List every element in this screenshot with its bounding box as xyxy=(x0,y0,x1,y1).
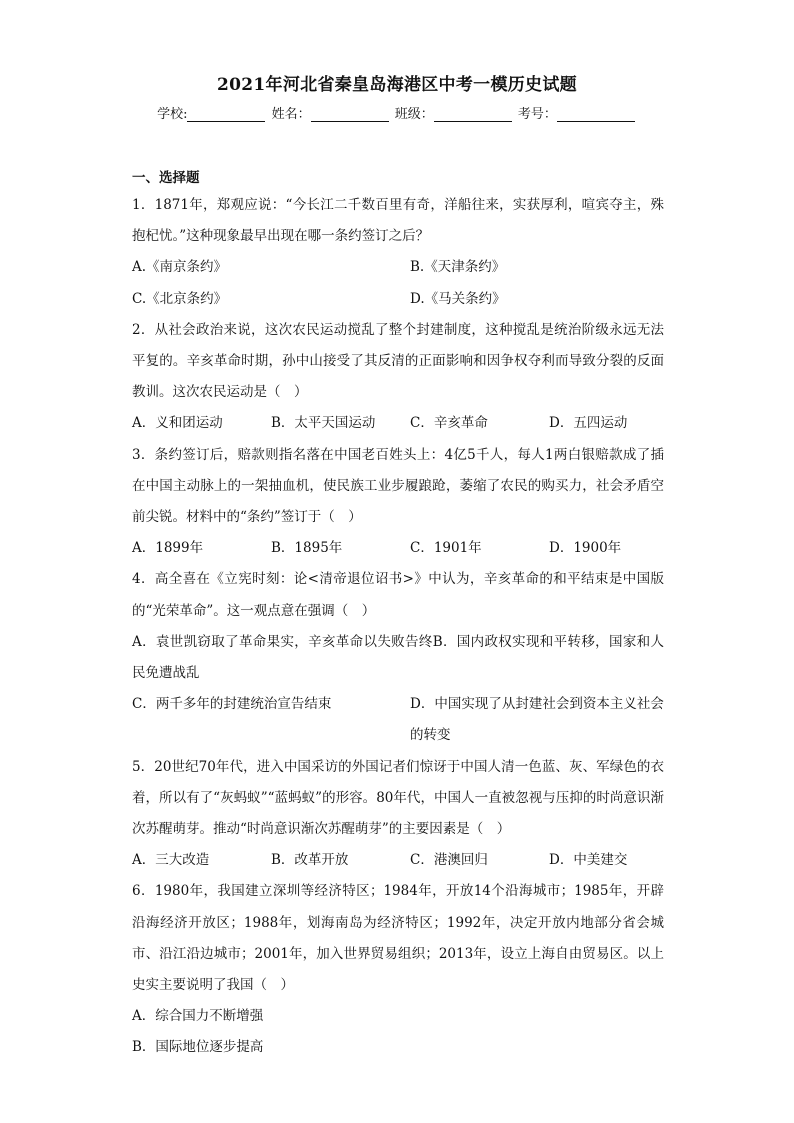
question-6-text: 6．1980年，我国建立深圳等经济特区；1984年，开放14个沿海城市；1985年，开辟沿海经济开放区；1988年，划海南岛为经济特区；1992年，决定开放内地部分省会城市、沿江沿边城市；2001年，加入世界贸易组织；2013年，设立上海自由贸易区。以上史实主要说明了我国（ ） xyxy=(132,883,664,994)
question-1-option-b: B.《天津条约》 xyxy=(410,259,506,276)
question-2-option-b: B．太平天国运动 xyxy=(271,415,376,432)
question-5-options xyxy=(132,845,664,876)
question-2 xyxy=(132,315,664,440)
question-4-options-ab xyxy=(132,627,664,689)
question-1-options-row-2 xyxy=(132,284,664,315)
question-4-option-d: D．中国实现了从封建社会到资本主义社会的转变 xyxy=(410,696,664,744)
class-label: 班级： xyxy=(394,107,434,122)
question-5-option-a: A．三大改造 xyxy=(132,852,210,869)
question-1-option-c: C.《北京条约》 xyxy=(132,290,228,307)
question-2-option-c: C．辛亥革命 xyxy=(410,415,488,432)
exam-number-label: 考号： xyxy=(517,107,557,122)
question-3 xyxy=(132,440,664,565)
question-2-options xyxy=(132,408,664,439)
question-1 xyxy=(132,190,664,315)
question-4 xyxy=(132,564,664,751)
question-5-text: 5．20世纪70年代，进入中国采访的外国记者们惊讶于中国人清一色蓝、灰、军绿色的衣着，所以有了“灰蚂蚁”“蓝蚂蚁”的形容。80年代，中国人一直被忽视与压抑的时尚意识渐次苏醒萌芽。推动“时尚意识渐次苏醒萌芽”的主要因素是（ ） xyxy=(132,758,664,838)
question-6 xyxy=(132,876,664,1063)
class-blank[interactable] xyxy=(434,107,512,122)
question-5-option-d: D．中美建交 xyxy=(549,852,628,869)
name-blank[interactable] xyxy=(311,107,389,122)
question-1-options-row-1 xyxy=(132,252,664,283)
question-4-text: 4．高全喜在《立宪时刻：论<清帝退位诏书>》中认为，辛亥革命的和平结束是中国版的“光荣革命”。这一观点意在强调（ ） xyxy=(132,571,664,619)
question-list xyxy=(132,190,664,1064)
question-1-option-a: A.《南京条约》 xyxy=(132,259,228,276)
question-5-option-b: B．改革开放 xyxy=(271,852,349,869)
question-3-option-d: D．1900年 xyxy=(549,540,622,557)
student-info-line xyxy=(0,103,794,122)
question-3-option-b: B．1895年 xyxy=(271,540,343,557)
question-1-option-d: D.《马关条约》 xyxy=(410,290,506,307)
section-heading: 一、选择题 xyxy=(132,170,200,186)
question-6-option-a: A．综合国力不断增强 xyxy=(132,1008,264,1025)
question-2-text: 2．从社会政治来说，这次农民运动搅乱了整个封建制度，这种搅乱是统治阶级永远无法平复的。辛亥革命时期，孙中山接受了其反清的正面影响和因争权夺利而导致分裂的反面教训。这次农民运动是（ ） xyxy=(132,321,664,401)
question-2-option-a: A．义和团运动 xyxy=(132,415,223,432)
question-6-option-b: B．国际地位逐步提高 xyxy=(132,1039,264,1056)
exam-title: 2021年河北省秦皇岛海港区中考一模历史试题 xyxy=(217,75,577,95)
school-label: 学校: xyxy=(157,107,188,122)
school-blank[interactable] xyxy=(187,107,265,122)
question-2-option-d: D．五四运动 xyxy=(549,415,628,432)
question-3-text: 3．条约签订后，赔款则指名落在中国老百姓头上：4亿5千人，每人1两白银赔款成了插在中国主动脉上的一架抽血机，使民族工业步履踉跄，萎缩了农民的购买力，社会矛盾空前尖锐。材料中的“条约”签订于（ ） xyxy=(132,446,664,526)
question-5 xyxy=(132,752,664,877)
name-label: 姓名： xyxy=(271,107,311,122)
question-3-options xyxy=(132,533,664,564)
exam-number-blank[interactable] xyxy=(557,107,635,122)
question-4-options-row-2 xyxy=(132,689,664,751)
question-3-option-c: C．1901年 xyxy=(410,540,482,557)
question-4-option-a: A．袁世凯窃取了革命果实，辛亥革命以失败告终 xyxy=(132,633,433,650)
question-1-text: 1．1871年，郑观应说：“今长江二千数百里有奇，洋船往来，实获厚利，喧宾夺主，殊抱杞忧。”这种现象最早出现在哪一条约签订之后？ xyxy=(132,197,664,245)
question-3-option-a: A．1899年 xyxy=(132,540,204,557)
question-5-option-c: C．港澳回归 xyxy=(410,852,488,869)
question-4-option-b: B．国内政权实现和平转移，国家和人民免遭战乱 xyxy=(132,633,665,682)
question-4-option-c: C．两千多年的封建统治宣告结束 xyxy=(132,696,332,713)
